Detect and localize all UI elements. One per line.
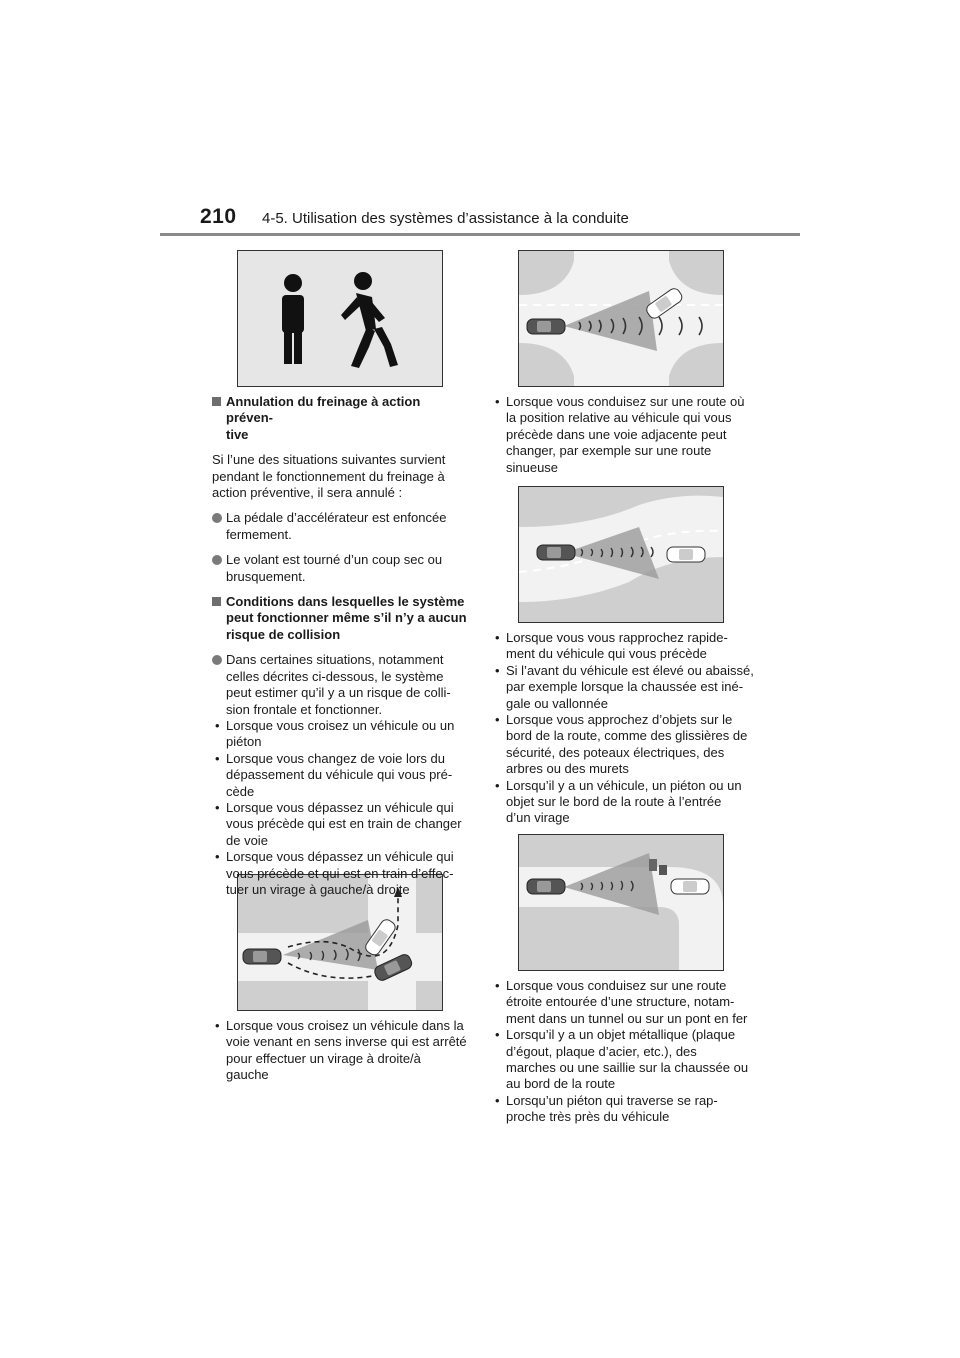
bullet-item: [212, 751, 470, 800]
bullet-marker: •: [215, 750, 220, 766]
bullet-marker: •: [215, 717, 220, 733]
bullet-line: Lorsque vous croisez un véhicule ou un: [226, 717, 455, 733]
bullet-item: [492, 1027, 754, 1093]
bullet-line: Lorsqu’il y a un objet métallique (plaque: [506, 1027, 736, 1043]
circle-bullet-icon: [212, 655, 222, 665]
page-number: 210: [200, 205, 237, 228]
circle-bullet-icon: [212, 513, 222, 523]
left-column: [212, 394, 470, 898]
bullet-marker: •: [495, 394, 500, 409]
bullet-line: gale ou vallonnée: [506, 695, 608, 711]
bullet-item: [492, 978, 754, 1027]
bullet-marker: •: [495, 712, 500, 728]
circle-bullet-icon: [212, 555, 222, 565]
bullet-item: [492, 712, 754, 778]
lane-change-illustration: [518, 250, 724, 387]
bullet-line: Lorsque vous vous rapprochez rapide-: [506, 630, 728, 645]
bullet-line: vous précède et qui est en train d’effec-: [226, 865, 454, 881]
bullet-line: arbres ou des murets: [506, 761, 629, 777]
list-item: Dans certaines situations, notamment celles décrites ci-dessous, le système peut estimer qu’il y a un risque de colli- sion frontale et fonctionner.: [212, 652, 470, 718]
bullet-marker: •: [215, 849, 220, 865]
bullet-item: [492, 630, 754, 663]
bullet-line: proche très près du véhicule: [506, 1109, 670, 1125]
right-bullet-a: [492, 394, 754, 476]
pedestrian-illustration: [237, 250, 443, 387]
bullet-line: Lorsque vous croisez un véhicule dans la: [226, 1018, 464, 1033]
bullet-line: dépassement du véhicule qui vous pré-: [226, 767, 453, 783]
intro-paragraph: Si l’une des situations suivantes survient pendant le fonctionnement du freinage à action préventive, il sera annulé :: [212, 452, 446, 501]
bullet-item: [212, 800, 470, 849]
section-title: 4-5. Utilisation des systèmes d’assistance à la conduite: [262, 210, 629, 227]
bullet-line: ment du véhicule qui vous précède: [506, 646, 707, 662]
bullet-line: sécurité, des poteaux électriques, des: [506, 744, 725, 760]
curve-entrance-illustration: [518, 834, 724, 971]
bullet-line: cède: [226, 783, 255, 799]
bullet-line: Lorsque vous conduisez sur une route: [506, 978, 727, 993]
bullet-marker: •: [495, 978, 500, 993]
bullet-line: changer, par exemple sur une route: [506, 443, 712, 459]
bullet-item: [212, 1018, 470, 1084]
bullet-list-left: [212, 718, 470, 898]
bullet-line: d’un virage: [506, 810, 570, 826]
bullet-line: pour effectuer un virage à droite/à: [226, 1050, 421, 1066]
header-rule: [160, 233, 800, 236]
bullet-line: précède dans une voie adjacente peut: [506, 426, 727, 442]
bullet-line: voie venant en sens inverse qui est arrêté: [226, 1034, 467, 1050]
bullet-marker: •: [215, 1018, 220, 1033]
bullet-line: tuer un virage à gauche/à droite: [226, 881, 410, 897]
bullet-item: [492, 778, 754, 827]
heading-conditions: Conditions dans lesquelles le système peut fonctionner même s’il n’y a aucun risque de collision: [212, 594, 470, 643]
bullet-line: Lorsque vous changez de voie lors du: [226, 750, 445, 766]
square-bullet-icon: [212, 597, 221, 606]
heading-annulation: Annulation du freinage à action préven- tive: [212, 394, 470, 443]
right-bullets-b: [492, 630, 754, 827]
bullet-line: Si l’avant du véhicule est élevé ou abaissé,: [506, 662, 754, 678]
pedestrian-icons: [238, 251, 442, 386]
left-bottom-bullet: [212, 1018, 470, 1084]
bullet-line: piéton: [226, 734, 262, 750]
bullet-line: objet sur le bord de la route à l’entrée: [506, 794, 722, 810]
bullet-marker: •: [215, 799, 220, 815]
bullet-line: Lorsque vous approchez d’objets sur le: [506, 712, 733, 728]
bullet-line: Lorsque vous dépassez un véhicule qui: [226, 849, 454, 865]
bullet-line: la position relative au véhicule qui vous: [506, 410, 732, 426]
bullet-line: Lorsqu’il y a un véhicule, un piéton ou un: [506, 777, 742, 793]
bullet-line: bord de la route, comme des glissières de: [506, 728, 748, 744]
winding-road-illustration: [518, 486, 724, 623]
bullet-line: vous précède qui est en train de changer: [226, 816, 462, 832]
bullet-item: [492, 394, 754, 476]
list-item: Le volant est tourné d’un coup sec ou brusquement.: [212, 552, 470, 585]
bullet-line: Lorsque vous dépassez un véhicule qui: [226, 799, 454, 815]
bullet-marker: •: [495, 777, 500, 793]
bullet-line: d’égout, plaque d’acier, etc.), des: [506, 1043, 697, 1059]
bullet-line: sinueuse: [506, 459, 559, 475]
right-bullets-c: [492, 978, 754, 1126]
bullet-line: ment dans un tunnel ou sur un pont en fer: [506, 1010, 748, 1026]
bullet-marker: •: [495, 662, 500, 678]
bullet-line: marches ou une saillie sur la chaussée ou: [506, 1060, 749, 1076]
bullet-item: [492, 663, 754, 712]
bullet-line: Lorsqu’un piéton qui traverse se rap-: [506, 1092, 718, 1108]
bullet-item: [212, 718, 470, 751]
list-item: La pédale d’accélérateur est enfoncée fermement.: [212, 510, 470, 543]
bullet-item: [492, 1093, 754, 1126]
bullet-line: étroite entourée d’une structure, notam-: [506, 994, 735, 1010]
bullet-item: [212, 849, 470, 898]
square-bullet-icon: [212, 397, 221, 406]
bullet-line: au bord de la route: [506, 1076, 616, 1092]
page-header: [160, 205, 800, 235]
bullet-line: Lorsque vous conduisez sur une route où: [506, 394, 745, 409]
bullet-marker: •: [495, 1092, 500, 1108]
bullet-marker: •: [495, 630, 500, 645]
bullet-line: gauche: [226, 1067, 269, 1083]
bullet-marker: •: [495, 1027, 500, 1043]
bullet-line: par exemple lorsque la chaussée est iné-: [506, 679, 744, 695]
bullet-line: de voie: [226, 832, 268, 848]
